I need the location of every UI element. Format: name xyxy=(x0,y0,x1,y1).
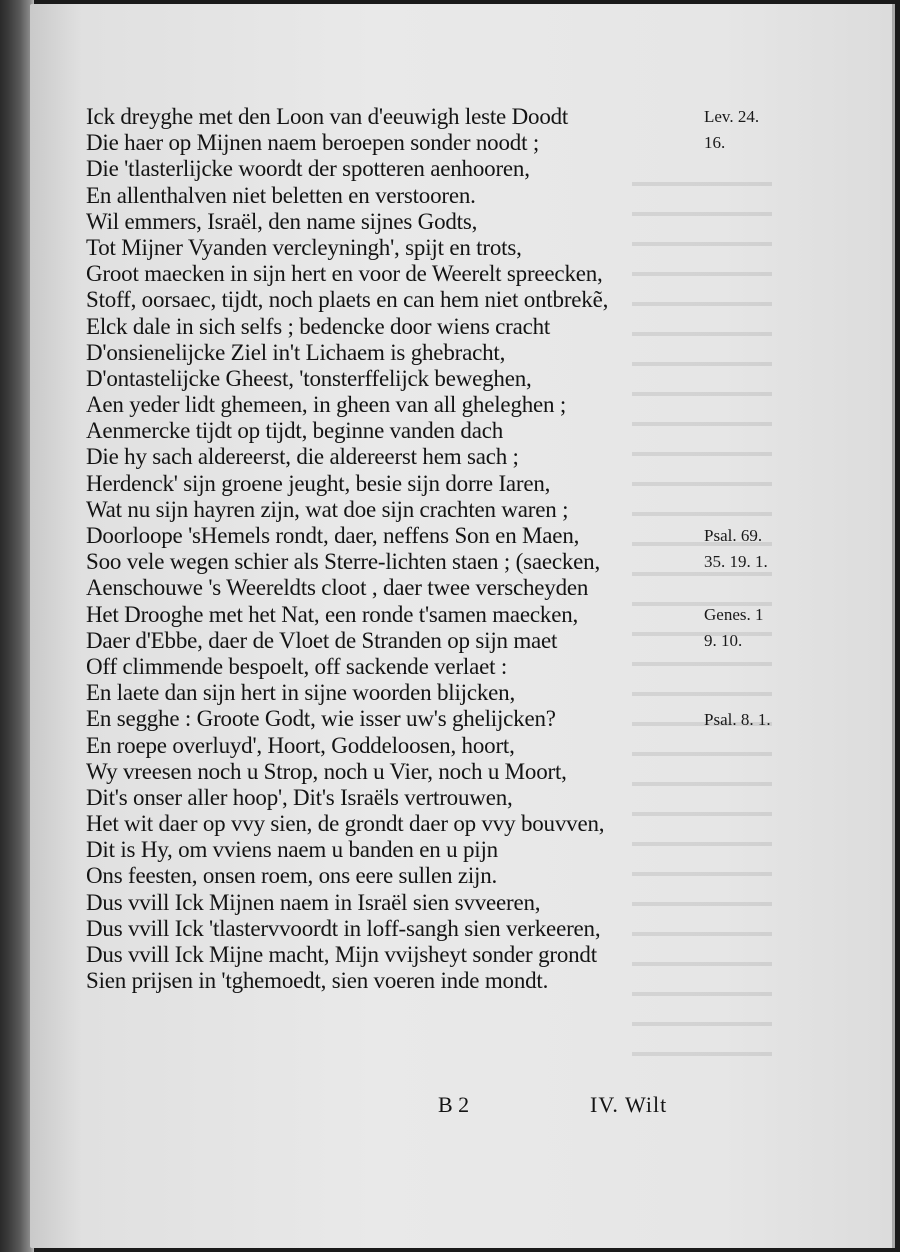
verse-line: En allenthalven niet beletten en verstooren. xyxy=(86,182,476,208)
verse-line: Dus vvill Ick 'tlastervvoordt in loff-sangh sien verkeeren, xyxy=(86,915,601,941)
verse-line: Die 'tlasterlijcke woordt der spotteren aenhooren, xyxy=(86,156,530,182)
margin-reference: Psal. 69. xyxy=(704,526,763,546)
verse-line: Wy vreesen noch u Strop, noch u Vier, noch u Moort, xyxy=(86,758,567,784)
verse-line: Off climmende bespoelt, off sackende verlaet : xyxy=(86,653,508,679)
verse-line: Elck dale in sich selfs ; bedencke door wiens cracht xyxy=(86,313,551,339)
verse-line: Die haer op Mijnen naem beroepen sonder noodt ; xyxy=(86,130,540,156)
verse-line: Ick dreyghe met den Loon van d'eeuwigh leste Doodt xyxy=(86,104,569,129)
verse-line: Aenmercke tijdt op tijdt, beginne vanden dach xyxy=(86,418,504,444)
verse-line: Sien prijsen in 'tghemoedt, sien voeren inde mondt. xyxy=(86,968,549,994)
verse-line: D'ontastelijcke Gheest, 'tonsterffelijck beweghen, xyxy=(86,365,532,391)
verse-line: Groot maecken in sijn hert en voor de Weerelt spreecken, xyxy=(86,261,603,287)
book-spine-edge xyxy=(0,0,34,1252)
margin-reference: 16. xyxy=(704,133,726,153)
verse-line: Dit's onser aller hoop', Dit's Israëls vertrouwen, xyxy=(86,784,513,810)
verse-text-block xyxy=(86,104,706,994)
verse-line: Soo vele wegen schier als Sterre-lichten staen ; (saecken, xyxy=(86,549,600,575)
verse-line: Aen yeder lidt ghemeen, in gheen van all gheleghen ; xyxy=(86,392,567,418)
verse-line: Ons feesten, onsen roem, ons eere sullen zijn. xyxy=(86,863,498,889)
verse-line: Herdenck' sijn groene jeught, besie sijn dorre Iaren, xyxy=(86,470,551,496)
margin-reference: Psal. 8. 1. xyxy=(704,709,771,729)
catchword: IV. Wilt xyxy=(590,1092,668,1117)
verse-line: Wil emmers, Israël, den name sijnes Godts, xyxy=(86,208,478,234)
margin-reference: Genes. 1 xyxy=(704,604,764,624)
page-footer xyxy=(0,1092,900,1122)
margin-reference: 9. 10. xyxy=(704,631,743,650)
verse-line: Het wit daer op vvy sien, de grondt daer op vvy bouvven, xyxy=(86,811,605,837)
verse-line: Die hy sach aldereerst, die aldereerst hem sach ; xyxy=(86,444,519,470)
verse-line: Het Drooghe met het Nat, een ronde t'samen maecken, xyxy=(86,601,579,627)
verse-line: Stoff, oorsaec, tijdt, noch plaets en can hem niet ontbrekẽ, xyxy=(86,287,609,313)
margin-reference: Lev. 24. xyxy=(704,107,760,126)
verse-line: Dit is Hy, om vviens naem u banden en u pijn xyxy=(86,837,498,863)
verse-line: Wat nu sijn hayren zijn, wat doe sijn crachten waren ; xyxy=(86,496,569,522)
verse-line: En roepe overluyd', Hoort, Goddeloosen, hoort, xyxy=(86,732,515,758)
verse-line: Tot Mijner Vyanden vercleyningh', spijt en trots, xyxy=(86,234,522,260)
verse-line: Dus vvill Ick Mijne macht, Mijn vvijsheyt sonder grondt xyxy=(86,942,597,967)
verse-line: Doorloope 'sHemels rondt, daer, neffens Son en Maen, xyxy=(86,523,580,548)
verse-line: D'onsienelijcke Ziel in't Lichaem is ghebracht, xyxy=(86,339,506,365)
verse-line: En segghe : Groote Godt, wie isser uw's ghelijcken? xyxy=(86,706,556,732)
verse-line: Dus vvill Ick Mijnen naem in Israël sien svveeren, xyxy=(86,889,541,915)
verse-line: En laete dan sijn hert in sijne woorden blijcken, xyxy=(86,680,515,706)
signature-mark: B 2 xyxy=(438,1092,470,1117)
verse-line: Daer d'Ebbe, daer de Vloet de Stranden op sijn maet xyxy=(86,627,558,653)
verse-line: Aenschouwe 's Weereldts cloot , daer twee verscheyden xyxy=(86,575,589,601)
margin-reference: 35. 19. 1. xyxy=(704,552,768,572)
